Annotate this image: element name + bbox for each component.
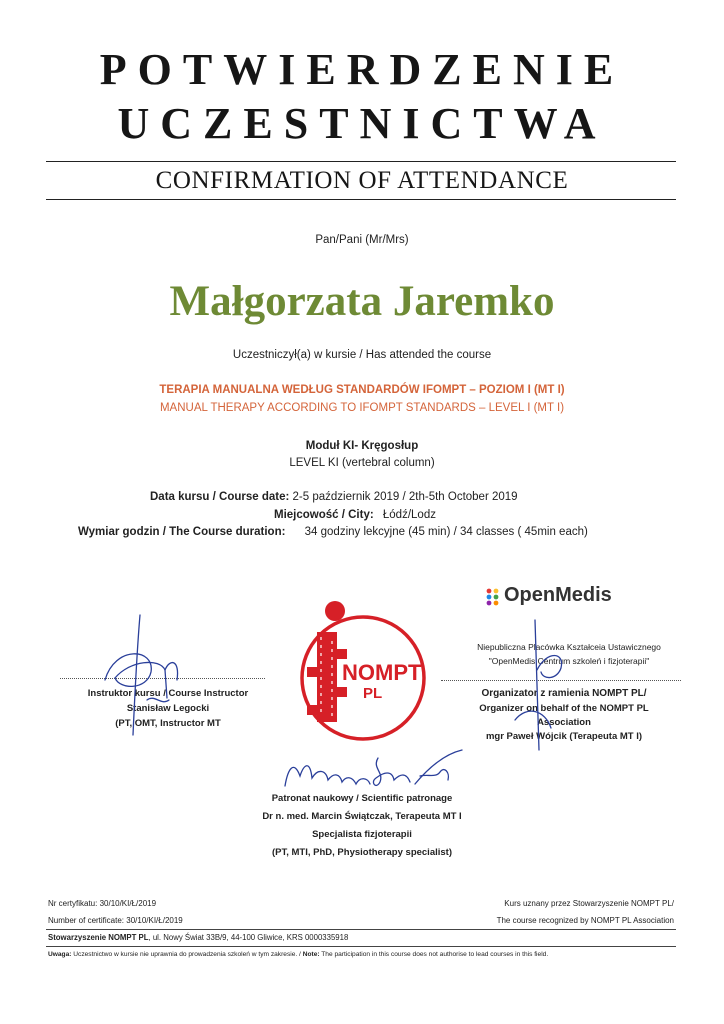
openmedis-dots-icon	[485, 588, 501, 606]
organizer-line-4: mgr Paweł Wójcik (Terapeuta MT I)	[485, 731, 643, 742]
note-text-en: The participation in this course does not authorise to lead courses in this field.	[319, 951, 549, 958]
city-row	[274, 509, 436, 521]
course-date-value: 2-5 październik 2019 / 2th-5th October 2019	[292, 491, 518, 503]
organizer-line-1: Organizator z ramienia NOMPT PL/	[481, 688, 647, 699]
title-line-2: UCZESTNICTWA	[117, 99, 607, 148]
nompt-logo	[298, 597, 428, 757]
certificate-number-pl: Nr certyfikatu: 30/10/KI/Ł/2019	[48, 899, 157, 908]
patron-line-4: (PT, MTI, PhD, Physiotherapy specialist)	[271, 847, 452, 858]
patron-line-1: Patronat naukowy / Scientific patronage	[271, 793, 453, 804]
note-label-pl: Uwaga:	[48, 951, 72, 958]
organizer-signature-icon	[505, 610, 585, 760]
note-text-pl: Uczestnictwo w kursie nie uprawnia do prowadzenia szkoleń w tym zakresie. /	[71, 951, 301, 958]
city-label: Miejcowość / City:	[274, 509, 374, 521]
divider-bottom	[46, 199, 676, 200]
footer-divider-1	[46, 929, 676, 930]
facility-line-1: Niepubliczna Placówka Kształceia Ustawicznego	[477, 642, 661, 652]
course-title-pl: TERAPIA MANUALNA WEDŁUG STANDARDÓW IFOMPT – POZIOM I (MT I)	[159, 384, 565, 396]
participant-name: Małgorzata Jaremko	[169, 278, 555, 325]
instructor-name: Stanisław Legocki	[126, 703, 210, 714]
divider-top	[46, 161, 676, 162]
association-address-row	[48, 933, 348, 942]
instructor-title: Instruktor kursu / Course Instructor	[87, 688, 249, 699]
module-pl: Moduł KI- Kręgosłup	[305, 440, 419, 452]
patron-line-3: Specjalista fizjoterapii	[312, 829, 412, 840]
openmedis-logo	[485, 584, 615, 610]
facility-line-2: "OpenMedis Centrum szkoleń i fizjoterapii"	[488, 656, 650, 666]
patron-signature-icon	[280, 746, 470, 796]
title-line-1: POTWIERDZENIE	[99, 45, 625, 94]
recognized-pl: Kurs uznany przez Stowarzyszenie NOMPT PL/	[504, 899, 674, 908]
certificate-number-en: Number of certificate: 30/10/KI/Ł/2019	[48, 916, 183, 925]
course-date-row	[150, 491, 518, 503]
instructor-signature-icon	[85, 610, 195, 740]
course-date-label: Data kursu / Course date:	[150, 491, 290, 503]
organizer-line-2: Organizer on behalf of the NOMPT PL	[479, 703, 649, 714]
duration-value: 34 godziny lekcyjne (45 min) / 34 classes ( 45min each)	[304, 526, 588, 538]
module-en: LEVEL KI (vertebral column)	[289, 457, 435, 469]
duration-row	[78, 526, 588, 538]
subtitle: CONFIRMATION OF ATTENDANCE	[155, 167, 569, 194]
duration-label: Wymiar godzin / The Course duration:	[78, 526, 286, 538]
course-title-en: MANUAL THERAPY ACCORDING TO IFOMPT STANDARDS – LEVEL I (MT I)	[159, 402, 565, 414]
association-name: Stowarzyszenie NOMPT PL	[48, 933, 149, 942]
attended-text: Uczestniczył(a) w kursie / Has attended the course	[232, 349, 492, 361]
openmedis-logo-text: OpenMedis	[504, 584, 612, 606]
note-label-en: Note:	[300, 951, 320, 958]
instructor-credentials: (PT, OMT, Instructor MT	[115, 718, 221, 729]
organizer-line-3: Association	[537, 717, 591, 728]
recognized-en: The course recognized by NOMPT PL Association	[496, 916, 674, 925]
association-address: , ul. Nowy Świat 33B/9, 44-100 Gliwice, KRS 0000335918	[148, 933, 349, 942]
salutation: Pan/Pani (Mr/Mrs)	[315, 234, 409, 246]
nompt-logo-text: NOMPT	[342, 660, 422, 685]
city-value: Łódź/Lodz	[382, 509, 436, 521]
footer-divider-2	[46, 946, 676, 947]
nompt-logo-subtext: PL	[363, 685, 383, 702]
patron-line-2: Dr n. med. Marcin Świątczak, Terapeuta MT I	[262, 811, 462, 822]
note-row	[48, 951, 548, 958]
